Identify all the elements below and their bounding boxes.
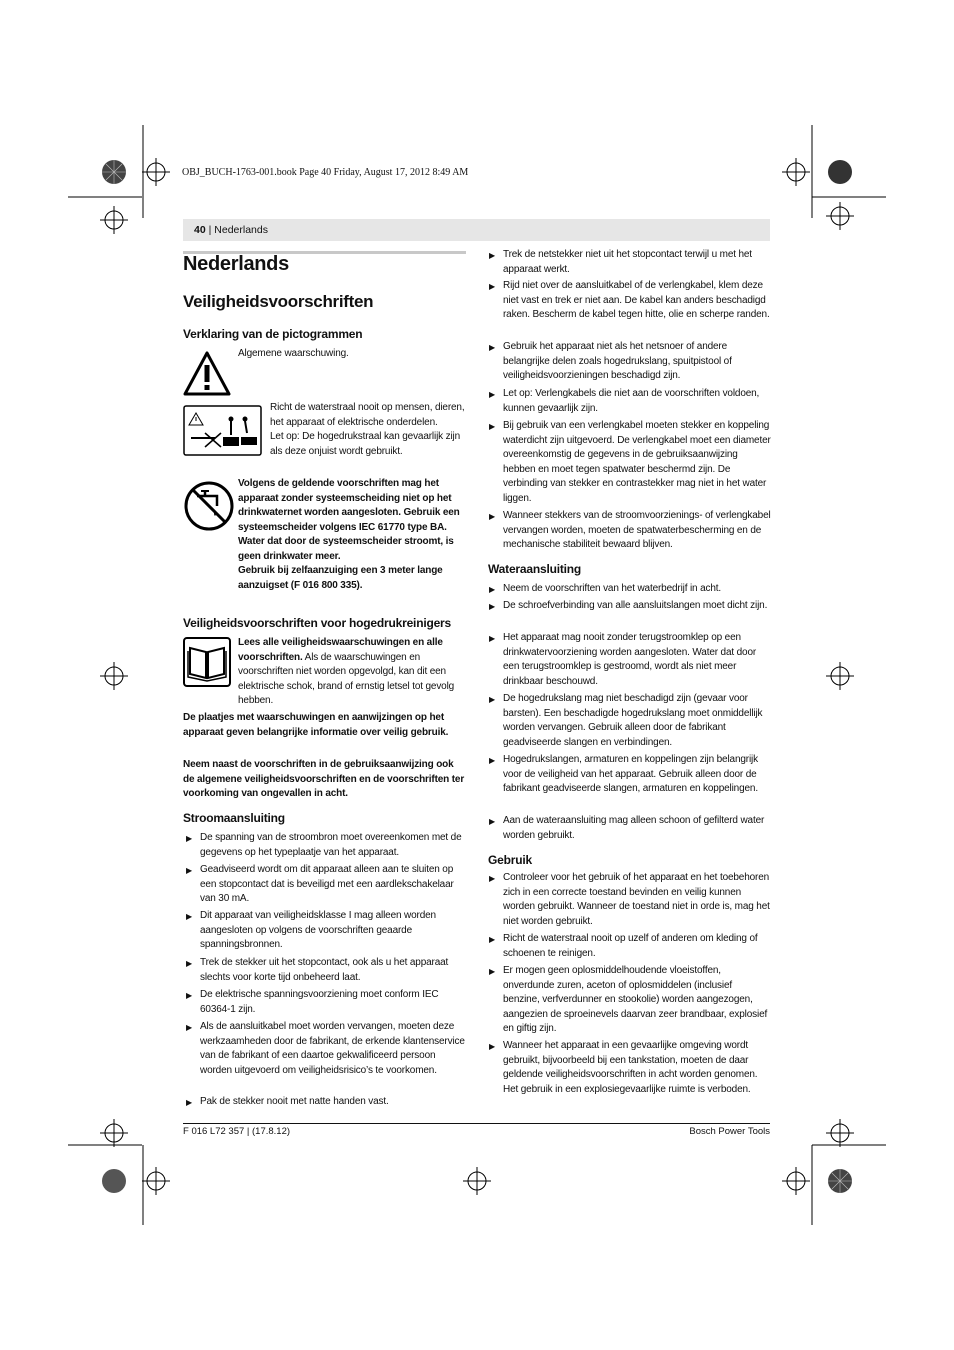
- general-rules-paragraph: Neem naast de voorschriften in de gebruiksaanwijzing ook de algemene veiligheidsvoorschriften en de voorschriften ter voorkoming van ongevallen in acht.: [183, 759, 465, 799]
- bullet-arrow-icon: ▶: [489, 422, 496, 431]
- systeemscheider-text-2: Water dat door de systeemscheider stroomt, is geen drinkwater meer.: [238, 536, 454, 562]
- header-separator: |: [208, 224, 212, 236]
- general-warning-text: Algemene waarschuwing.: [238, 348, 349, 359]
- bullet-arrow-icon: ▶: [489, 390, 496, 399]
- read-manual-icon: [183, 637, 231, 687]
- stroom-heading: Stroomaansluiting: [183, 811, 285, 825]
- warning-plates-paragraph: De plaatjes met waarschuwingen en aanwijzingen op het apparaat geven belangrijke informatie over veilig gebruik.: [183, 712, 449, 738]
- pictograms-heading: Verklaring van de pictogrammen: [183, 327, 363, 341]
- list-item: ▶ Hogedrukslangen, armaturen en koppelingen zijn belangrijk voor de veiligheid van het apparaat. Gebruik alleen door de fabrikant geadviseerde slangen, armaturen en koppelingen.: [489, 754, 758, 794]
- hp-safety-heading: Veiligheidsvoorschriften voor hogedrukreinigers: [183, 616, 452, 630]
- list-item: ▶ Bij gebruik van een verlengkabel moeten stekker en koppeling waterdicht zijn uitgevoerd. De verlengkabel moet een diameter overeenkomstig de gegevens in de gebruiksaanwijzing hebben en moet tegen spatwater beschermd zijn. De verbinding van stekker en contrastekker mag niet in het water liggen.: [489, 420, 771, 504]
- page-number: 40: [194, 224, 206, 236]
- warning-triangle-icon: [183, 351, 231, 396]
- list-item: ▶ Neem de voorschriften van het waterbedrijf in acht.: [489, 582, 771, 597]
- page-title: Nederlands: [183, 253, 289, 275]
- systeemscheider-text-3: Gebruik bij zelfaanzuiging een 3 meter lange aanzuigset (F 016 800 335).: [238, 565, 443, 591]
- list-item: ▶ De spanning van de stroombron moet overeenkomen met de gegevens op het typeplaatje van het apparaat.: [186, 832, 462, 858]
- list-item: ▶ Rijd niet over de aansluitkabel of de verlengkabel, klem deze niet vast en trek er niet aan. De kabel kan anders beschadigd raken. Bescherm de kabel tegen hitte, olie en scherpe randen.: [489, 280, 770, 320]
- list-item: ▶ Het apparaat mag nooit zonder terugstroomklep op een drinkwatervoorziening worden aangesloten. Water dat door een terugstroomklep is gestroomd, wordt als niet meer drinkbaar beschouwd.: [489, 632, 757, 687]
- list-item: ▶ Richt de waterstraal nooit op uzelf of anderen om kleding of schoenen te reinigen.: [489, 933, 758, 959]
- list-item: ▶ Aan de wateraansluiting mag alleen schoon of gefilterd water worden gebruikt.: [489, 815, 765, 841]
- page-header: [194, 224, 268, 236]
- footer-doc-number: F 016 L72 357 | (17.8.12): [183, 1126, 291, 1137]
- water-heading: Wateraansluiting: [488, 562, 582, 576]
- list-item: ▶ Er mogen geen oplosmiddelhoudende vloeistoffen, onverdunde zuren, aceton of oplosmiddelen (inclusief benzine, verfverdunner en stookolie) worden aangezogen, aangezien de sproeinevels daarvan zeer brandbaar, explosief en giftig zijn.: [489, 965, 768, 1034]
- list-item: ▶ De elektrische spanningsvoorziening moet conform IEC 60364-1 zijn.: [186, 989, 439, 1015]
- list-item: ▶ Wanneer het apparaat in een gevaarlijke omgeving wordt gebruikt, bijvoorbeeld bij een tankstation, moeten de daar geldende veiligheidsvoorschriften in acht worden genomen. Het gebruik in een explosiegevaarlijke ruimte is verboden.: [489, 1040, 758, 1095]
- bullet-arrow-icon: ▶: [186, 834, 193, 843]
- page-header-bar: [183, 219, 770, 241]
- list-item: ▶ Geadviseerd wordt om dit apparaat alleen aan te sluiten op een stopcontact dat is beveiligd met een aardlekschakelaar van 30 mA.: [186, 864, 454, 904]
- bullet-arrow-icon: ▶: [186, 866, 193, 875]
- list-item: ▶ Wanneer stekkers van de stroomvoorzienings- of verlengkabel vervangen worden, moeten de spatwaterbescherming en de mechanische stabiliteit bewaard blijven.: [489, 510, 771, 550]
- bullet-arrow-icon: ▶: [489, 817, 496, 826]
- bullet-arrow-icon: ▶: [489, 512, 496, 521]
- list-item: ▶ Trek de netstekker niet uit het stopcontact terwijl u met het apparaat werkt.: [489, 249, 752, 275]
- bullet-arrow-icon: ▶: [186, 1098, 193, 1107]
- bullet-arrow-icon: ▶: [489, 602, 496, 611]
- bullet-arrow-icon: ▶: [489, 585, 496, 594]
- footer-rule: [183, 1123, 770, 1124]
- list-item: ▶ Controleer voor het gebruik of het apparaat en het toebehoren zich in een correcte toestand bevinden en veilig kunnen worden gebruikt. Wanneer de toestand niet in orde is, mag het niet worden gebruikt.: [489, 872, 770, 927]
- list-item: ▶ Gebruik het apparaat niet als het netsnoer of andere belangrijke delen zoals hogedrukslang, spuitpistool of veiligheidsvoorzieningen beschadigd zijn.: [489, 341, 732, 381]
- gebruik-heading: Gebruik: [488, 853, 532, 867]
- bullet-arrow-icon: ▶: [186, 959, 193, 968]
- footer-brand: Bosch Power Tools: [689, 1126, 770, 1137]
- list-item: ▶ Pak de stekker nooit met natte handen vast.: [186, 1095, 468, 1110]
- bullet-arrow-icon: ▶: [489, 251, 496, 260]
- bullet-arrow-icon: ▶: [186, 991, 193, 1000]
- bullet-arrow-icon: ▶: [186, 1023, 193, 1032]
- section-title: Veiligheidsvoorschriften: [183, 292, 374, 311]
- bullet-arrow-icon: ▶: [489, 695, 496, 704]
- bullet-arrow-icon: ▶: [489, 282, 496, 291]
- bullet-arrow-icon: ▶: [489, 1042, 496, 1051]
- spray-warning-icon: [183, 405, 262, 456]
- systeemscheider-text: Volgens de geldende voorschriften mag het apparaat zonder systeemscheiding niet op het drinkwaternet worden aangesloten. Gebruik een systeemscheider volgens IEC 61770 type BA.: [238, 478, 460, 533]
- list-item: ▶ Trek de stekker uit het stopcontact, ook als u het apparaat slechts voor korte tijd onbeheerd laat.: [186, 957, 449, 983]
- bullet-arrow-icon: ▶: [489, 967, 496, 976]
- list-item: ▶ Let op: Verlengkabels die niet aan de voorschriften voldoen, kunnen gevaarlijk zijn.: [489, 388, 760, 414]
- list-item: ▶ Als de aansluitkabel moet worden vervangen, moeten deze werkzaamheden door de fabrikant, de erkende klantenservice van de fabrikant of een daartoe gekwalificeerd persoon worden uitgevoerd om veiligheidsrisico’s te voorkomen.: [186, 1021, 465, 1076]
- no-drinking-water-icon: [183, 480, 235, 532]
- header-language: Nederlands: [214, 224, 268, 236]
- bullet-arrow-icon: ▶: [489, 634, 496, 643]
- print-slug: OBJ_BUCH-1763-001.book Page 40 Friday, August 17, 2012 8:49 AM: [182, 167, 469, 178]
- bullet-arrow-icon: ▶: [489, 874, 496, 883]
- bullet-arrow-icon: ▶: [489, 935, 496, 944]
- spray-warning-text: Richt de waterstraal nooit op mensen, dieren, het apparaat of elektrische onderdelen.: [270, 402, 465, 428]
- manual-warning-bold: Lees alle veiligheidswaarschuwingen en alle voorschriften.: [238, 637, 443, 663]
- bullet-arrow-icon: ▶: [186, 912, 193, 921]
- manual-warning-text: Als de waarschuwingen en voorschriften niet worden opgevolgd, kan dit een elektrische schok, brand of ernstig letsel tot gevolg hebben.: [238, 651, 455, 706]
- list-item: ▶ De schroefverbinding van alle aansluitslangen moet dicht zijn.: [489, 599, 771, 614]
- bullet-arrow-icon: ▶: [489, 343, 496, 352]
- spray-warning-note: Let op: De hogedrukstraal kan gevaarlijk zijn als deze onjuist wordt gebruikt.: [270, 431, 461, 457]
- list-item: ▶ Dit apparaat van veiligheidsklasse I mag alleen worden aangesloten op volgens de voorschriften geaarde spanningsbronnen.: [186, 910, 436, 950]
- list-item: ▶ De hogedrukslang mag niet beschadigd zijn (gevaar voor barsten). Een beschadigde hogedrukslang moet onmiddellijk worden vervangen. Gebruik alleen door de fabrikant geadviseerde slangen en verbindingen.: [489, 693, 763, 748]
- bullet-arrow-icon: ▶: [489, 756, 496, 765]
